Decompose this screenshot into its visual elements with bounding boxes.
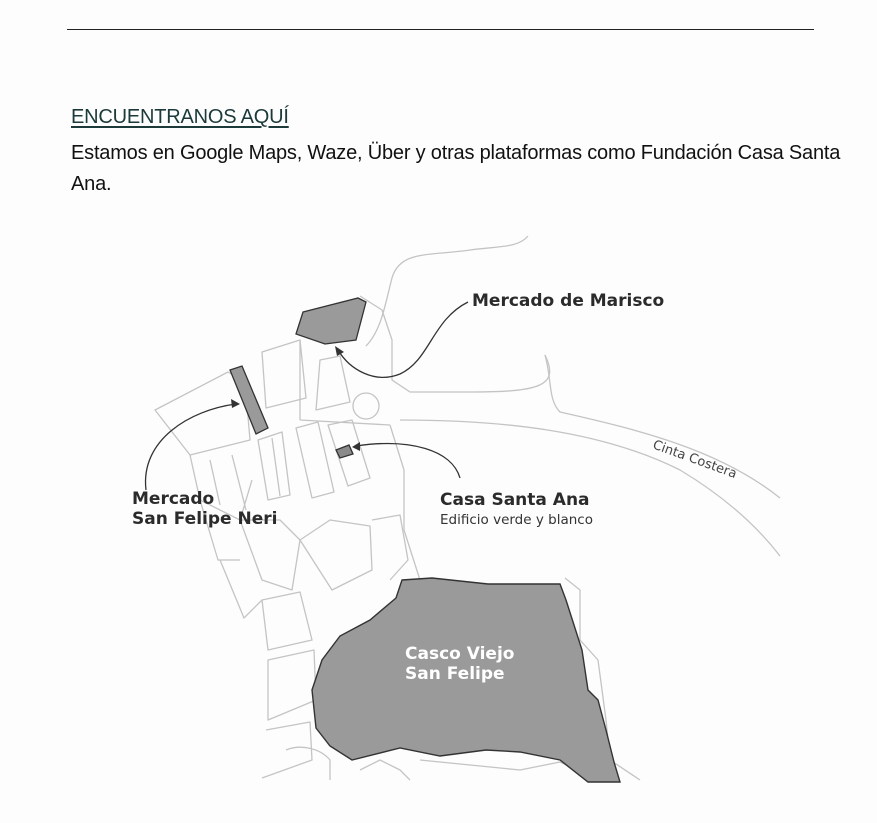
casa-santa-ana-block	[336, 445, 353, 458]
street-label-cinta-costera: Cinta Costera	[650, 437, 739, 482]
location-map	[120, 230, 800, 786]
section-description: Estamos en Google Maps, Waze, Über y otras plataformas como Fundación Casa Santa Ana.	[71, 142, 841, 195]
casa-santa-ana-subtitle: Edificio verde y blanco	[440, 512, 593, 528]
mercado-marisco-block	[296, 298, 366, 344]
mercado-marisco-label: Mercado de Marisco	[472, 291, 665, 311]
casa-santa-ana-title: Casa Santa Ana	[440, 490, 590, 510]
mercado-neri-label-line2: San Felipe Neri	[132, 509, 278, 529]
mercado-neri-label-line1: Mercado	[132, 489, 215, 509]
casa-santa-ana-arrow	[356, 444, 460, 478]
section-heading-link[interactable]: ENCUENTRANOS AQUÍ	[71, 106, 289, 128]
casco-viejo-label-line1: Casco Viejo	[405, 644, 515, 664]
casco-viejo-label-line2: San Felipe	[405, 664, 505, 684]
top-divider	[67, 29, 814, 30]
